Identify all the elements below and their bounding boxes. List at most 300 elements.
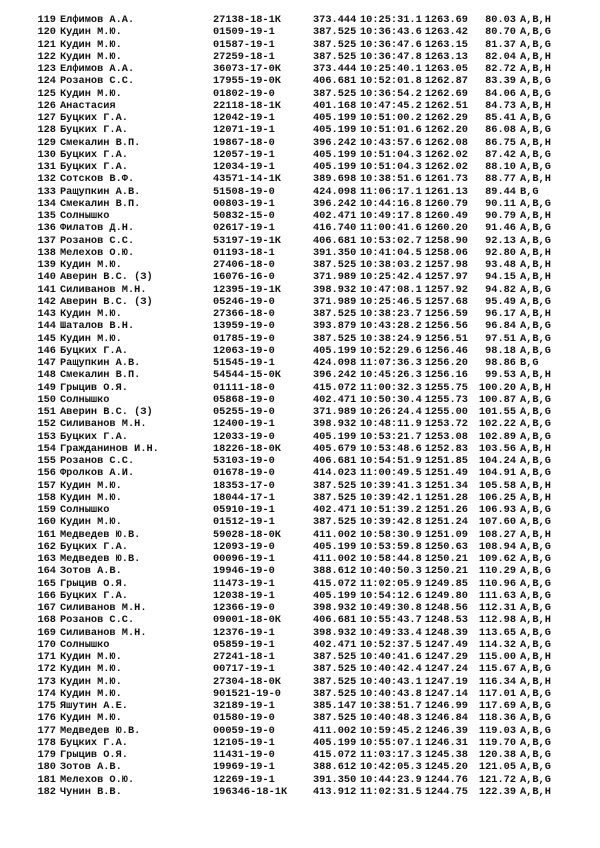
groups-cell: A,B,G [520,320,551,333]
arrival-time-cell: 10:47:45.2 [360,99,422,112]
arrival-time-cell: 11:00:41.6 [360,222,422,235]
arrival-time-cell: 10:44:23.9 [360,773,422,786]
speed-cell: 1256.46 [424,344,468,357]
ring-id-cell: 05868-19-0 [213,393,275,406]
arrival-time-cell: 10:47:08.1 [360,283,422,296]
table-row [0,761,600,773]
groups-cell: A,B,H [520,136,551,149]
fancier-name-cell: Кудин М.Ю. [60,38,122,51]
fancier-name-cell: Анастасия [60,99,116,112]
percent-cell: 109.62 [478,553,516,565]
speed-cell: 1262.29 [424,112,468,124]
fancier-name-cell: Розанов С.С. [60,614,135,627]
distance-cell: 405.199 [313,161,357,173]
groups-cell: A,B,G [520,234,551,247]
groups-cell: A,B,G [520,602,551,614]
fancier-name-cell: Елфимов А.А. [60,14,135,26]
speed-cell: 1253.72 [424,418,468,431]
percent-cell: 86.08 [485,124,516,137]
distance-cell: 406.681 [313,455,357,467]
table-row [0,529,600,541]
arrival-time-cell: 10:40:42.4 [360,663,422,676]
arrival-time-cell: 10:53:21.7 [360,430,422,443]
table-row [0,333,600,345]
arrival-time-cell: 10:58:44.8 [360,553,422,565]
groups-cell: A,B,G [520,87,551,100]
percent-cell: 82.04 [485,50,516,63]
groups-cell: A,B,G [520,455,551,467]
groups-cell: A,B,H [520,14,551,26]
arrival-time-cell: 10:38:23.7 [360,308,422,320]
distance-cell: 373.444 [313,14,357,26]
table-row [0,210,600,222]
fancier-name-cell: Шаталов В.Н. [60,320,135,333]
groups-cell: A,B,H [520,308,551,320]
arrival-time-cell: 11:00:49.5 [360,467,422,480]
percent-cell: 85.41 [485,112,516,124]
ring-id-cell: 18226-18-0К [213,442,281,455]
table-row [0,247,600,259]
groups-cell: A,B,H [520,173,551,186]
table-row [0,614,600,626]
speed-cell: 1247.49 [424,638,468,651]
distance-cell: 388.612 [313,565,357,578]
percent-cell: 116.34 [478,675,516,688]
table-row [0,26,600,38]
arrival-time-cell: 10:59:45.2 [360,724,422,737]
ring-id-cell: 27138-18-1К [213,14,281,26]
table-row [0,320,600,332]
groups-cell: A,B,G [520,197,551,210]
fancier-name-cell: Буцких Г.А. [60,540,128,553]
arrival-time-cell: 10:25:42.4 [360,271,422,284]
rank-cell: 180 [37,761,56,774]
ring-id-cell: 05910-19-1 [213,504,275,516]
percent-cell: 119.70 [478,736,516,749]
arrival-time-cell: 10:25:40.1 [360,63,422,75]
arrival-time-cell: 10:25:31.1 [360,14,422,26]
speed-cell: 1244.75 [424,785,468,798]
groups-cell: A,B,G [520,749,551,761]
percent-cell: 122.39 [478,785,516,798]
speed-cell: 1263.69 [424,14,468,26]
distance-cell: 398.932 [313,626,357,639]
fancier-name-cell: Смекалин В.П. [60,136,141,149]
table-row [0,259,600,271]
rank-cell: 135 [37,210,56,222]
ring-id-cell: 27259-18-1 [213,50,275,63]
table-row [0,198,600,210]
table-row [0,394,600,406]
table-row [0,382,600,394]
speed-cell: 1255.00 [424,406,468,418]
fancier-name-cell: Солнышко [60,504,110,516]
fancier-name-cell: Филатов Д.Н. [60,222,135,235]
speed-cell: 1249.85 [424,577,468,590]
groups-cell: A,B,H [520,651,551,663]
table-row [0,100,600,112]
speed-cell: 1257.92 [424,283,468,296]
ring-id-cell: 01580-19-0 [213,712,275,725]
distance-cell: 387.525 [313,50,357,63]
arrival-time-cell: 10:36:47.6 [360,38,422,51]
arrival-time-cell: 10:36:54.2 [360,87,422,100]
distance-cell: 416.740 [313,222,357,235]
distance-cell: 387.525 [313,663,357,676]
distance-cell: 398.932 [313,418,357,431]
ring-id-cell: 11473-19-1 [213,577,275,590]
speed-cell: 1257.68 [424,295,468,308]
percent-cell: 104.91 [478,467,516,480]
fancier-name-cell: Смекалин В.П. [60,197,141,210]
groups-cell: A,B,G [520,663,551,676]
groups-cell: A,B,H [520,369,551,382]
speed-cell: 1262.02 [424,148,468,161]
fancier-name-cell: Кудин М.Ю. [60,491,122,504]
table-row [0,749,600,761]
arrival-time-cell: 10:40:41.6 [360,651,422,663]
distance-cell: 391.350 [313,246,357,259]
percent-cell: 106.25 [478,491,516,504]
table-row [0,676,600,688]
groups-cell: A,B,H [520,442,551,455]
table-row [0,137,600,149]
fancier-name-cell: Смекалин В.П. [60,369,141,382]
fancier-name-cell: Буцких Г.А. [60,736,128,749]
percent-cell: 90.79 [485,210,516,222]
distance-cell: 415.072 [313,577,357,590]
percent-cell: 87.42 [485,148,516,161]
distance-cell: 415.072 [313,749,357,761]
groups-cell: A,B,G [520,418,551,431]
distance-cell: 424.098 [313,185,357,198]
fancier-name-cell: Кудин М.Ю. [60,332,122,345]
fancier-name-cell: Елфимов А.А. [60,63,135,75]
fancier-name-cell: Солнышко [60,210,110,222]
rank-cell: 163 [37,553,56,565]
groups-cell: A,B,G [520,332,551,345]
ring-id-cell: 36073-17-0К [213,63,281,75]
ring-id-cell: 00059-19-0 [213,724,275,737]
arrival-time-cell: 10:45:26.3 [360,369,422,382]
table-row [0,774,600,786]
fancier-name-cell: Ращупкин А.В. [60,185,141,198]
rank-cell: 141 [37,283,56,296]
fancier-name-cell: Солнышко [60,638,110,651]
table-row [0,737,600,749]
speed-cell: 1255.75 [424,381,468,394]
distance-cell: 373.444 [313,63,357,75]
arrival-time-cell: 10:55:07.1 [360,736,422,749]
rank-cell: 170 [37,638,56,651]
arrival-time-cell: 10:38:24.9 [360,332,422,345]
distance-cell: 405.199 [313,124,357,137]
arrival-time-cell: 10:38:51.7 [360,700,422,712]
speed-cell: 1261.73 [424,173,468,186]
fancier-name-cell: Грыцив О.Я. [60,749,128,761]
rank-cell: 126 [37,99,56,112]
speed-cell: 1262.08 [424,136,468,149]
groups-cell: A,B,G [520,112,551,124]
ring-id-cell: 12395-19-1К [213,283,281,296]
speed-cell: 1245.38 [424,749,468,761]
arrival-time-cell: 11:02:31.5 [360,785,422,798]
rank-cell: 119 [37,14,56,26]
distance-cell: 393.879 [313,320,357,333]
rank-cell: 149 [37,381,56,394]
arrival-time-cell: 10:40:43.1 [360,675,422,688]
table-row [0,51,600,63]
speed-cell: 1263.42 [424,26,468,39]
rank-cell: 153 [37,430,56,443]
rank-cell: 137 [37,234,56,247]
ring-id-cell: 01678-19-0 [213,467,275,480]
speed-cell: 1247.29 [424,651,468,663]
fancier-name-cell: Чунин В.В. [60,785,122,798]
table-row [0,712,600,724]
speed-cell: 1251.26 [424,504,468,516]
speed-cell: 1250.21 [424,553,468,565]
rank-cell: 158 [37,491,56,504]
percent-cell: 88.10 [485,161,516,173]
fancier-name-cell: Розанов С.С. [60,75,135,88]
distance-cell: 389.698 [313,173,357,186]
groups-cell: A,B,G [520,161,551,173]
table-row [0,688,600,700]
rank-cell: 162 [37,540,56,553]
groups-cell: A,B,G [520,26,551,39]
arrival-time-cell: 10:36:43.6 [360,26,422,39]
distance-cell: 402.471 [313,210,357,222]
table-row [0,418,600,430]
percent-cell: 119.03 [478,724,516,737]
ring-id-cell: 54544-15-0К [213,369,281,382]
percent-cell: 121.05 [478,761,516,774]
rank-cell: 139 [37,259,56,271]
percent-cell: 83.39 [485,75,516,88]
groups-cell: B,G [520,357,539,369]
groups-cell: B,G [520,185,539,198]
speed-cell: 1251.85 [424,455,468,467]
arrival-time-cell: 10:49:17.8 [360,210,422,222]
rank-cell: 133 [37,185,56,198]
table-row [0,431,600,443]
ring-id-cell: 01802-19-0 [213,87,275,100]
arrival-time-cell: 10:52:01.8 [360,75,422,88]
speed-cell: 1256.20 [424,357,468,369]
percent-cell: 106.93 [478,504,516,516]
fancier-name-cell: Кудин М.Ю. [60,663,122,676]
ring-id-cell: 27406-18-0 [213,259,275,271]
table-row [0,639,600,651]
distance-cell: 396.242 [313,197,357,210]
distance-cell: 387.525 [313,26,357,39]
groups-cell: A,B,G [520,540,551,553]
groups-cell: A,B,G [520,577,551,590]
rank-cell: 154 [37,442,56,455]
ring-id-cell: 12057-19-1 [213,148,275,161]
table-row [0,590,600,602]
rank-cell: 143 [37,308,56,320]
percent-cell: 115.67 [478,663,516,676]
fancier-name-cell: Фролков А.И. [60,467,135,480]
distance-cell: 387.525 [313,259,357,271]
distance-cell: 387.525 [313,87,357,100]
distance-cell: 405.679 [313,442,357,455]
groups-cell: A,B,G [520,75,551,88]
ring-id-cell: 18353-17-0 [213,479,275,492]
rank-cell: 165 [37,577,56,590]
fancier-name-cell: Кудин М.Ю. [60,259,122,271]
rank-cell: 175 [37,700,56,712]
rank-cell: 152 [37,418,56,431]
speed-cell: 1260.20 [424,222,468,235]
table-row [0,700,600,712]
percent-cell: 98.86 [485,357,516,369]
percent-cell: 108.94 [478,540,516,553]
speed-cell: 1246.39 [424,724,468,737]
ring-id-cell: 12093-19-0 [213,540,275,553]
arrival-time-cell: 10:25:46.5 [360,295,422,308]
distance-cell: 406.681 [313,614,357,627]
percent-cell: 98.18 [485,344,516,357]
table-row [0,553,600,565]
table-row [0,124,600,136]
groups-cell: A,B,H [520,271,551,284]
percent-cell: 102.22 [478,418,516,431]
table-row [0,725,600,737]
table-row [0,149,600,161]
percent-cell: 110.96 [478,577,516,590]
rank-cell: 148 [37,369,56,382]
ring-id-cell: 18044-17-1 [213,491,275,504]
rank-cell: 173 [37,675,56,688]
groups-cell: A,B,H [520,479,551,492]
percent-cell: 118.36 [478,712,516,725]
ring-id-cell: 50832-15-0 [213,210,275,222]
fancier-name-cell: Аверин В.С. (З) [60,271,153,284]
rank-cell: 161 [37,528,56,541]
percent-cell: 101.55 [478,406,516,418]
speed-cell: 1246.31 [424,736,468,749]
arrival-time-cell: 10:49:33.4 [360,626,422,639]
arrival-time-cell: 10:54:12.6 [360,589,422,602]
speed-cell: 1248.53 [424,614,468,627]
table-row [0,578,600,590]
distance-cell: 387.525 [313,516,357,529]
percent-cell: 120.38 [478,749,516,761]
ring-id-cell: 11431-19-0 [213,749,275,761]
arrival-time-cell: 10:26:24.4 [360,406,422,418]
speed-cell: 1250.21 [424,565,468,578]
groups-cell: A,B,G [520,626,551,639]
rank-cell: 155 [37,455,56,467]
groups-cell: A,B,G [520,344,551,357]
distance-cell: 396.242 [313,369,357,382]
speed-cell: 1251.49 [424,467,468,480]
fancier-name-cell: Буцких Г.А. [60,148,128,161]
fancier-name-cell: Солнышко [60,393,110,406]
rank-cell: 144 [37,320,56,333]
groups-cell: A,B,G [520,736,551,749]
speed-cell: 1257.98 [424,259,468,271]
percent-cell: 112.31 [478,602,516,614]
speed-cell: 1255.73 [424,393,468,406]
fancier-name-cell: Буцких Г.А. [60,430,128,443]
rank-cell: 145 [37,332,56,345]
distance-cell: 411.002 [313,553,357,565]
fancier-name-cell: Ращупкин А.В. [60,357,141,369]
groups-cell: A,B,G [520,124,551,137]
distance-cell: 371.989 [313,271,357,284]
rank-cell: 121 [37,38,56,51]
distance-cell: 387.525 [313,687,357,700]
groups-cell: A,B,G [520,504,551,516]
rank-cell: 176 [37,712,56,725]
percent-cell: 100.87 [478,393,516,406]
arrival-time-cell: 10:40:43.8 [360,687,422,700]
arrival-time-cell: 11:07:36.3 [360,357,422,369]
arrival-time-cell: 10:41:04.5 [360,246,422,259]
table-row [0,235,600,247]
percent-cell: 91.46 [485,222,516,235]
speed-cell: 1262.69 [424,87,468,100]
results-table [0,14,600,798]
table-row [0,63,600,75]
distance-cell: 405.199 [313,148,357,161]
ring-id-cell: 12366-19-0 [213,602,275,614]
fancier-name-cell: Кудин М.Ю. [60,687,122,700]
distance-cell: 415.072 [313,381,357,394]
arrival-time-cell: 11:02:05.9 [360,577,422,590]
ring-id-cell: 22118-18-1К [213,99,281,112]
speed-cell: 1248.39 [424,626,468,639]
distance-cell: 411.002 [313,724,357,737]
distance-cell: 402.471 [313,393,357,406]
percent-cell: 100.20 [478,381,516,394]
rank-cell: 128 [37,124,56,137]
table-row [0,516,600,528]
arrival-time-cell: 10:49:30.8 [360,602,422,614]
ring-id-cell: 19867-18-0 [213,136,275,149]
distance-cell: 424.098 [313,357,357,369]
rank-cell: 169 [37,626,56,639]
groups-cell: A,B,G [520,295,551,308]
arrival-time-cell: 10:50:30.4 [360,393,422,406]
ring-id-cell: 01193-18-1 [213,246,275,259]
arrival-time-cell: 11:03:17.3 [360,749,422,761]
table-row [0,602,600,614]
ring-id-cell: 12042-19-1 [213,112,275,124]
distance-cell: 405.199 [313,736,357,749]
groups-cell: A,B,G [520,38,551,51]
fancier-name-cell: Сотсков В.Ф. [60,173,135,186]
speed-cell: 1262.87 [424,75,468,88]
table-row [0,357,600,369]
table-row [0,161,600,173]
percent-cell: 96.84 [485,320,516,333]
percent-cell: 97.51 [485,332,516,345]
rank-cell: 166 [37,589,56,602]
fancier-name-cell: Кудин М.Ю. [60,50,122,63]
ring-id-cell: 01509-19-1 [213,26,275,39]
percent-cell: 121.72 [478,773,516,786]
arrival-time-cell: 10:55:43.7 [360,614,422,627]
table-row [0,186,600,198]
percent-cell: 105.58 [478,479,516,492]
table-row [0,504,600,516]
table-row [0,345,600,357]
